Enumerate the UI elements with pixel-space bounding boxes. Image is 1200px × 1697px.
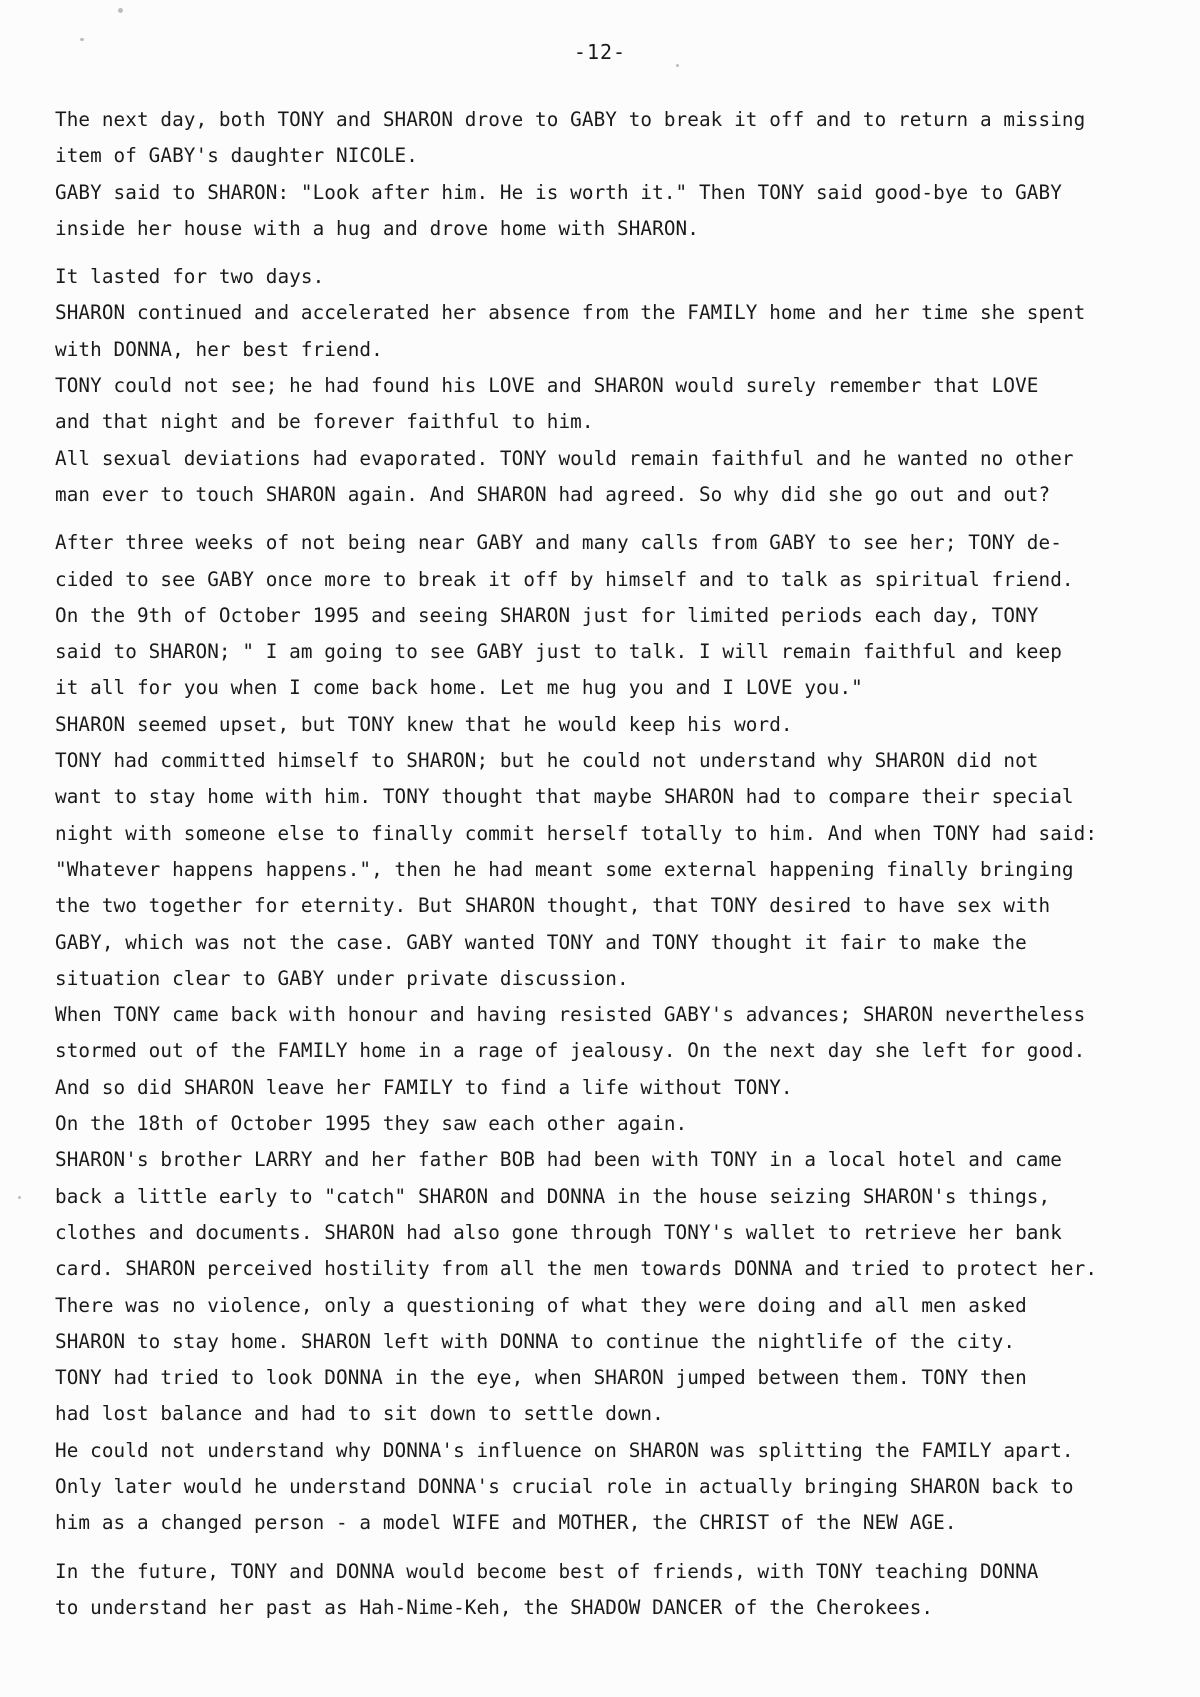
text-line: man ever to touch SHARON again. And SHARON had agreed. So why did she go out and out? <box>55 482 1051 506</box>
text-line: want to stay home with him. TONY thought that maybe SHARON had to compare their special <box>55 785 1074 809</box>
text-line: TONY had committed himself to SHARON; but he could not understand why SHARON did not <box>55 749 1039 773</box>
text-line: the two together for eternity. But SHARON thought, that TONY desired to have sex with <box>55 894 1051 918</box>
text-line: had lost balance and had to sit down to settle down. <box>55 1402 664 1426</box>
text-line: All sexual deviations had evaporated. TONY would remain faithful and he wanted no other <box>55 446 1074 470</box>
document-body <box>55 102 1165 1626</box>
text-line: back a little early to "catch" SHARON and DONNA in the house seizing SHARON's things, <box>55 1184 1051 1208</box>
text-line: It lasted for two days. <box>55 265 325 289</box>
paragraph-gap <box>55 1542 1165 1554</box>
text-line: In the future, TONY and DONNA would become best of friends, with TONY teaching DONNA <box>55 1559 1039 1583</box>
text-line: cided to see GABY once more to break it off by himself and to talk as spiritual friend. <box>55 567 1074 591</box>
text-line: to understand her past as Hah-Nime-Keh, the SHADOW DANCER of the Cherokees. <box>55 1595 934 1619</box>
text-line: TONY had tried to look DONNA in the eye, when SHARON jumped between them. TONY then <box>55 1366 1027 1390</box>
text-line: SHARON's brother LARRY and her father BOB had been with TONY in a local hotel and came <box>55 1148 1062 1172</box>
text-line: card. SHARON perceived hostility from all the men towards DONNA and tried to protect her. <box>55 1257 1098 1281</box>
text-line: There was no violence, only a questioning of what they were doing and all men asked <box>55 1293 1027 1317</box>
text-line: And so did SHARON leave her FAMILY to find a life without TONY. <box>55 1075 793 1099</box>
text-line: Only later would he understand DONNA's crucial role in actually bringing SHARON back to <box>55 1474 1074 1498</box>
text-line: On the 18th of October 1995 they saw each other again. <box>55 1112 688 1136</box>
text-line: situation clear to GABY under private discussion. <box>55 966 629 990</box>
text-line: After three weeks of not being near GABY and many calls from GABY to see her; TONY de- <box>55 531 1062 555</box>
text-line: him as a changed person - a model WIFE and MOTHER, the CHRIST of the NEW AGE. <box>55 1511 957 1535</box>
text-line: "Whatever happens happens.", then he had meant some external happening finally bringing <box>55 857 1074 881</box>
text-line: GABY, which was not the case. GABY wanted TONY and TONY thought it fair to make the <box>55 930 1027 954</box>
text-line: clothes and documents. SHARON had also gone through TONY's wallet to retrieve her bank <box>55 1220 1062 1244</box>
text-line: it all for you when I come back home. Let me hug you and I LOVE you." <box>55 676 863 700</box>
text-line: and that night and be forever faithful to him. <box>55 410 594 434</box>
page-number: -12- <box>573 40 627 64</box>
text-line: When TONY came back with honour and having resisted GABY's advances; SHARON nevertheless <box>55 1003 1086 1027</box>
scan-speck <box>118 8 123 13</box>
text-line: GABY said to SHARON: "Look after him. He is worth it." Then TONY said good-bye to GABY <box>55 180 1062 204</box>
text-line: stormed out of the FAMILY home in a rage of jealousy. On the next day she left for good. <box>55 1039 1086 1063</box>
text-line: said to SHARON; " I am going to see GABY just to talk. I will remain faithful and keep <box>55 640 1062 664</box>
text-line: with DONNA, her best friend. <box>55 337 383 361</box>
text-line: SHARON to stay home. SHARON left with DONNA to continue the nightlife of the city. <box>55 1329 1016 1353</box>
text-line: item of GABY's daughter NICOLE. <box>55 144 418 168</box>
scan-speck <box>18 1196 21 1199</box>
text-line: SHARON seemed upset, but TONY knew that he would keep his word. <box>55 712 793 736</box>
paragraph-gap <box>55 513 1165 525</box>
scan-speck <box>676 64 679 67</box>
text-line: On the 9th of October 1995 and seeing SHARON just for limited periods each day, TONY <box>55 603 1039 627</box>
text-line: SHARON continued and accelerated her absence from the FAMILY home and her time she spent <box>55 301 1086 325</box>
paragraph-gap <box>55 247 1165 259</box>
text-line: The next day, both TONY and SHARON drove to GABY to break it off and to return a missing <box>55 108 1086 131</box>
text-line: He could not understand why DONNA's influence on SHARON was splitting the FAMILY apart. <box>55 1438 1074 1462</box>
text-line: night with someone else to finally commit herself totally to him. And when TONY had said: <box>55 821 1098 845</box>
text-line: TONY could not see; he had found his LOVE and SHARON would surely remember that LOVE <box>55 374 1039 398</box>
text-line: inside her house with a hug and drove home with SHARON. <box>55 216 699 240</box>
